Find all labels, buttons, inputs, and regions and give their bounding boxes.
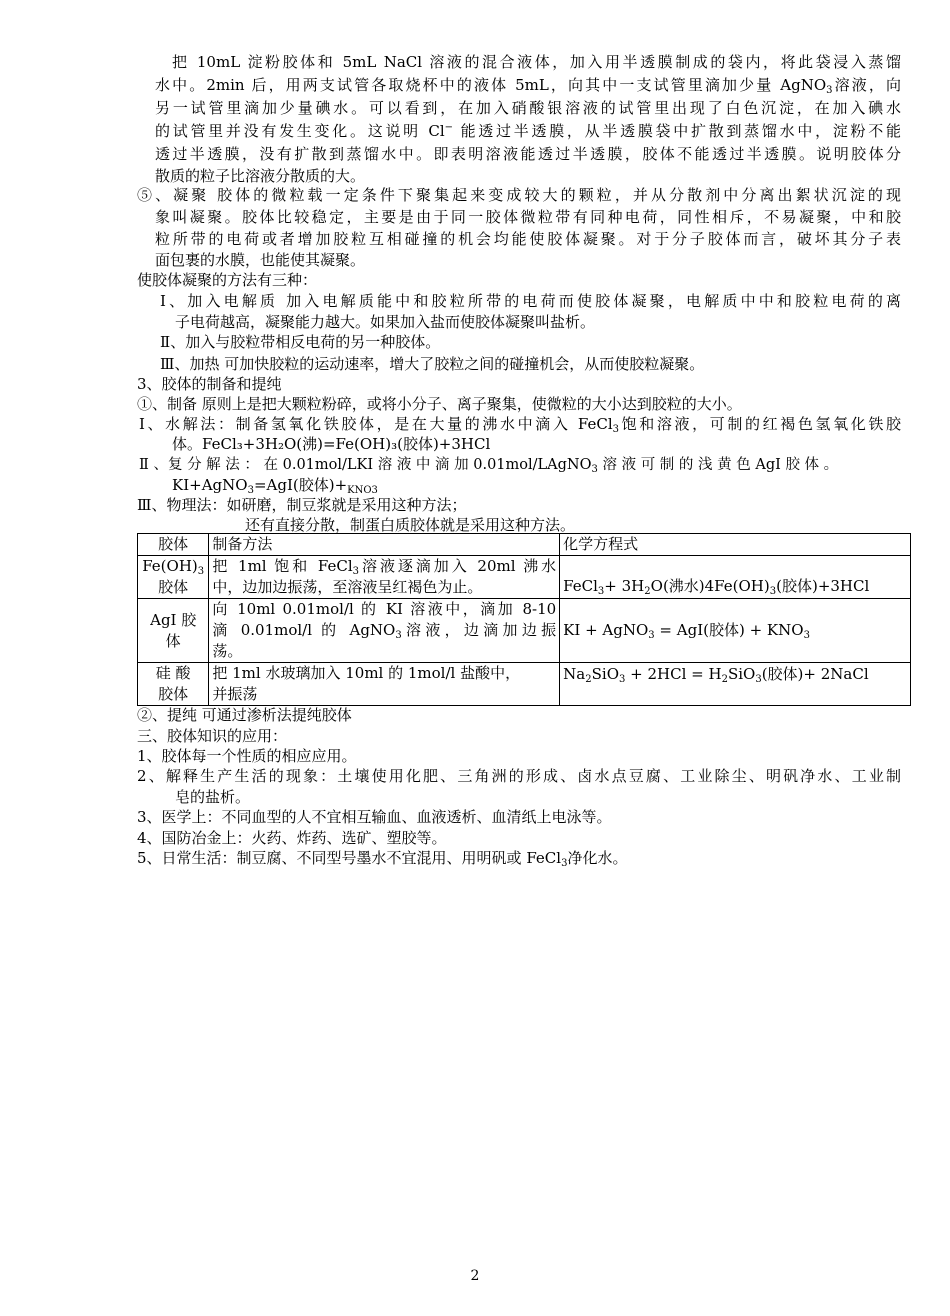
text-line: 皂的盐析。 [175, 788, 251, 806]
table-cell: AgI 胶 体 [138, 599, 209, 663]
text-line: Ⅲ、加热 可加快胶粒的运动速率，增大了胶粒之间的碰撞机会，从而使胶粒凝聚。 [160, 355, 705, 373]
table-header-cell: 胶体 [138, 534, 209, 556]
text-line: 还有直接分散，制蛋白质胶体就是采用这种方法。 [245, 516, 576, 534]
text-line: 的试管里并没有发生变化。这说明 Cl− 能透过半透膜，从半透膜袋中扩散到蒸馏水中，淀粉不能 [155, 122, 901, 140]
text-line: 4、国防冶金上：火药、炸药、选矿、塑胶等。 [137, 829, 447, 847]
colloid-preparation-table [137, 533, 911, 706]
text-line: Ⅲ、物理法：如研磨，制豆浆就是采用这种方法； [137, 496, 467, 514]
text-line: 面包裹的水膜，也能使其凝聚。 [155, 251, 366, 269]
text-line: 5、日常生活：制豆腐、不同型号墨水不宜混用、用明矾或 FeCl$_3$净化水。 [137, 849, 628, 869]
text-line: 水中。2min 后，用两支试管各取烧杯中的液体 5mL，向其中一支试管里滴加少量 AgNO$_3$溶液，向 [155, 76, 901, 96]
text-line: 另一试管里滴加少量碘水。可以看到，在加入硝酸银溶液的试管里出现了白色沉淀，在加入碘水 [155, 99, 901, 117]
text-line: Ⅱ、加入与胶粒带相反电荷的另一种胶体。 [160, 333, 441, 351]
table-cell: KI + AgNO$_3$ = AgI(胶体) + $KNO_3$ [560, 599, 911, 663]
text-line: Ⅰ、水解法：制备氢氧化铁胶体，是在大量的沸水中滴入 FeCl$_3$饱和溶液，可制的红褐色氢氧化铁胶 [139, 415, 901, 435]
text-line: 象叫凝聚。胶体比较稳定，主要是由于同一胶体微粒带有同种电荷，同性相斥，不易凝聚，中和胶 [155, 208, 901, 226]
text-line: Ⅰ、加入电解质 加入电解质能中和胶粒所带的电荷而使胶体凝聚，电解质中中和胶粒电荷的离 [160, 292, 901, 310]
equation-line: 体。FeCl₃+3H₂O(沸)=Fe(OH)₃(胶体)+3HCl [172, 435, 491, 453]
text-line: 3、医学上：不同血型的人不宜相互输血、血液透析、血清纸上电泳等。 [137, 808, 612, 826]
section-heading: 3、胶体的制备和提纯 [137, 375, 282, 393]
table-header-cell: 化学方程式 [560, 534, 911, 556]
text-line: 把 10mL 淀粉胶体和 5mL NaCl 溶液的混合液体，加入用半透膜制成的袋内，将此袋浸入蒸馏 [172, 53, 901, 71]
table-header-cell: 制备方法 [209, 534, 560, 556]
table-cell: 硅 酸 胶体 [138, 663, 209, 706]
table-cell: 向 10ml 0.01mol/l 的 KI 溶液中，滴加 8-10 滴 0.01mol/l 的 AgNO$_3$溶液，边滴加边振 荡。 [209, 599, 560, 663]
section-heading: 三、胶体知识的应用： [137, 727, 288, 745]
table-cell: 把 1ml 水玻璃加入 10ml 的 1mol/l 盐酸中， 并振荡 [209, 663, 560, 706]
text-line: 1、胶体每一个性质的相应应用。 [137, 747, 357, 765]
text-line: 透过半透膜，没有扩散到蒸馏水中。即表明溶液能透过半透膜，胶体不能透过半透膜。说明胶体分 [155, 145, 901, 163]
text-line: ①、制备 原则上是把大颗粒粉碎，或将小分子、离子聚集，使微粒的大小达到胶粒的大小。 [137, 395, 742, 413]
text-line: ⑤、凝聚 胶体的微粒载一定条件下聚集起来变成较大的颗粒，并从分散剂中分离出絮状沉淀的现 [137, 186, 901, 204]
table-row [138, 556, 911, 599]
text-line: 使胶体凝聚的方法有三种： [137, 271, 318, 289]
text-line: 子电荷越高，凝聚能力越大。如果加入盐而使胶体凝聚叫盐析。 [175, 313, 596, 331]
table-cell: $Fe(OH)_3$ 胶体 [138, 556, 209, 599]
text-line: ②、提纯 可通过渗析法提纯胶体 [137, 706, 352, 724]
text-line: 粒所带的电荷或者增加胶粒互相碰撞的机会均能使胶体凝聚。对于分子胶体而言，破坏其分子表 [155, 230, 901, 248]
table-cell: $Na_2SiO_3 + 2HCl = H_2SiO_3$(胶体)+ 2NaCl [560, 663, 911, 706]
text-line: 2、解释生产生活的现象：土壤使用化肥、三角洲的形成、卤水点豆腐、工业除尘、明矾净水、工业制 [137, 767, 901, 785]
table-row [138, 663, 911, 706]
text-line: Ⅱ 、复 分 解 法 ： 在 0.01mol/LKI 溶 液 中 滴 加 0.01mol/LAgNO$_3$ 溶 液 可 制 的 浅 黄 色 AgI 胶 体 。 [139, 457, 839, 475]
table-row [138, 599, 911, 663]
table-header-row [138, 534, 911, 556]
equation-line: KI+AgNO$_3$=AgI(胶体)$+_{KNO3}$ [172, 476, 378, 496]
table-cell: 把 1ml 饱和 FeCl$_3$溶液逐滴加入 20ml 沸水 中，边加边振荡，至溶液呈红褐色为止。 [209, 556, 560, 599]
page-number: 2 [470, 1268, 480, 1284]
table-cell: FeCl$_3$+ $3H_2O$(沸水)$4Fe(OH)_3$(胶体)+3HCl [560, 556, 911, 599]
text-line: 散质的粒子比溶液分散质的大。 [155, 167, 366, 185]
